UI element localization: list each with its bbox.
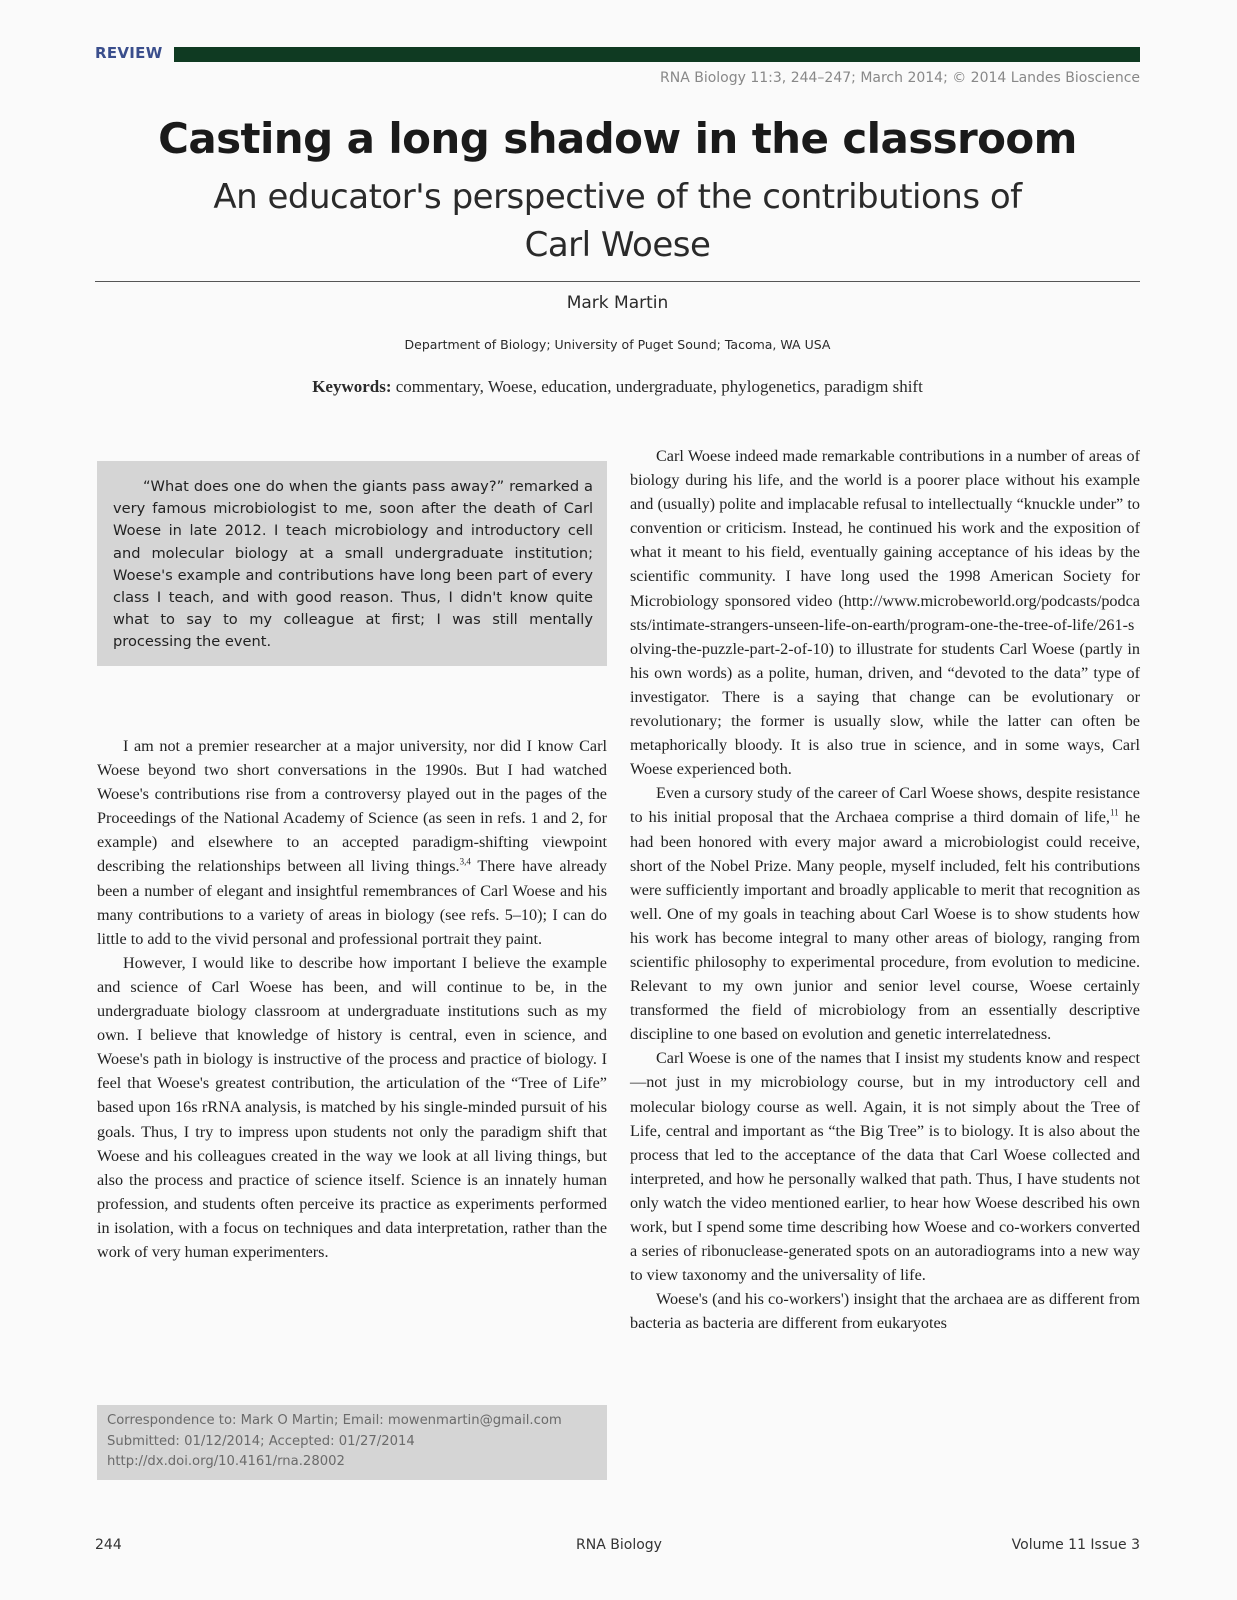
page-number: 244: [95, 1537, 122, 1553]
paragraph: I am not a premier researcher at a major university, nor did I know Carl Woese beyond two short conversations in the 1990s. But I had watched Woese's contributions rise from a controversy played out in the pages of the Proceedings of the National Academy of Science (as seen in refs. 1 and 2, for example) and elsewhere to an accepted paradigm-shifting viewpoint describing the relationships between all living things.$^{3,4}$ There have already been a number of elegant and insightful remembrances of Carl Woese and his many contributions to a variety of areas in biology (see refs. 5–10); I can do little to add to the vivid personal and professional portrait they paint.: [97, 737, 608, 948]
paragraph: Carl Woese is one of the names that I insist my students know and respect—not just in my microbiology course, but in my introductory cell and molecular biology course as well. Again, it is not simply about the Tree of Life, central and important as “the Big Tree” is to biology. It is also about the process that led to the acceptance of the data that Carl Woese collected and interpreted, and how he personally walked that path. Thus, I have students not only watch the video mentioned earlier, to hear how Woese described his own work, but I spend some time describing how Woese and co-workers converted a series of ribonuclease-generated spots on an autoradiograms into a new way to view taxonomy and the universality of life.: [630, 1049, 1140, 1285]
left-column: [97, 734, 607, 1264]
correspondence-text: [107, 1411, 602, 1473]
keywords-label: Keywords:: [312, 377, 392, 396]
author-affiliation: Department of Biology; University of Puget Sound; Tacoma, WA USA: [404, 337, 831, 352]
title-divider: [95, 281, 1140, 282]
paragraph: Woese's (and his co-workers') insight that the archaea are as different from bacteria as bacteria are different from eukaryotes: [630, 1290, 1140, 1333]
keywords-list: commentary, Woese, education, undergraduate, phylogenetics, paradigm shift: [395, 377, 923, 396]
journal-citation: RNA Biology 11:3, 244–247; March 2014; © 2014 Landes Bioscience: [660, 70, 1140, 86]
footer-volume: Volume 11 Issue 3: [1011, 1537, 1140, 1553]
correspondence-line: Correspondence to: Mark O Martin; Email: mowenmartin@gmail.com: [107, 1413, 562, 1428]
author-name: Mark Martin: [566, 293, 669, 313]
submission-dates: Submitted: 01/12/2014; Accepted: 01/27/2014: [107, 1433, 415, 1449]
citation-ref: 3,4: [459, 857, 471, 868]
paragraph: Carl Woese indeed made remarkable contributions in a number of areas of biology during his life, and the world is a poorer place without his example and (usually) polite and implacable refusal to intellectually “knuckle under” to convention or criticism. Instead, he continued his work and the exposition of what it meant to his field, eventually gaining acceptance of his ideas by the scientific community. I have long used the 1998 American Society for Microbiology sponsored video (http://www.microbeworld.org/podcasts/podcasts/intimate-strangers-unseen-life-on-earth/program-one-the-tree-of-life/261-solving-the-puzzle-part-2-of-10) to illustrate for students Carl Woese (partly in his own words) as a polite, human, driven, and “devoted to the data” type of investigator. There is a saying that change can be evolutionary or revolutionary; the former is usually slow, while the latter can often be metaphorically bloody. It is also true in science, and in some ways, Carl Woese experienced both.: [630, 447, 1140, 779]
doi-link[interactable]: http://dx.doi.org/10.4161/rna.28002: [107, 1454, 345, 1470]
video-url[interactable]: http://www.microbeworld.org/podcasts/podcasts/intimate-strangers-unseen-life-on-earth/program-one-the-tree-of-life/261-solving-the-puzzle-part-2-of-10: [630, 591, 1140, 658]
section-label: REVIEW: [95, 44, 163, 62]
right-column: [630, 444, 1140, 1335]
article-title: Casting a long shadow in the classroom: [158, 114, 1077, 163]
paragraph: Even a cursory study of the career of Carl Woese shows, despite resistance to his initial proposal that the Archaea comprise a third domain of life,$^{11}$ he had been honored with every major award a microbiologist could receive, short of the Nobel Prize. Many people, myself included, felt his contributions were sufficiently important and broadly applicable to merit that recognition as well. One of my goals in teaching about Carl Woese is to show students how his work has become integral to many other areas of biology, ranging from scientific philosophy to experimental procedure, from evolution to medicine. Relevant to my own junior and senior level course, Woese certainly transformed the field of microbiology from an essentially descriptive discipline to one based on evolution and genetic interrelatedness.: [630, 784, 1140, 1044]
citation-ref: 11: [1109, 808, 1119, 819]
paragraph: However, I would like to describe how important I believe the example and science of Carl Woese has been, and will continue to be, in the undergraduate biology classroom at undergraduate institutions such as my own. I believe that knowledge of history is central, even in science, and Woese's path in biology is instructive of the process and practice of biology. I feel that Woese's greatest contribution, the articulation of the “Tree of Life” based upon 16s rRNA analysis, is matched by his single-minded pursuit of his goals. Thus, I try to impress upon students not only the paradigm shift that Woese and his colleagues created in the way we look at all living things, but also the process and practice of science itself. Science is an innately human profession, and students often perceive its practice as experiments performed in isolation, with a focus on techniques and data interpretation, rather than the work of very human experimenters.: [97, 953, 607, 1261]
footer-journal: RNA Biology: [576, 1537, 662, 1553]
abstract-text: “What does one do when the giants pass away?” remarked a very famous microbiologist to me, soon after the death of Carl Woese in late 2012. I teach microbiology and introductory cell and molecular biology at a small undergraduate institution; Woese's example and contributions have long been part of every class I teach, and with good reason. Thus, I didn't know quite what to say to my colleague at first; I was still mentally processing the event.: [113, 478, 593, 651]
header-bar: [174, 47, 1140, 62]
article-subtitle: An educator's perspective of the contributions of Carl Woese: [213, 177, 1022, 265]
keywords: [95, 377, 1140, 397]
